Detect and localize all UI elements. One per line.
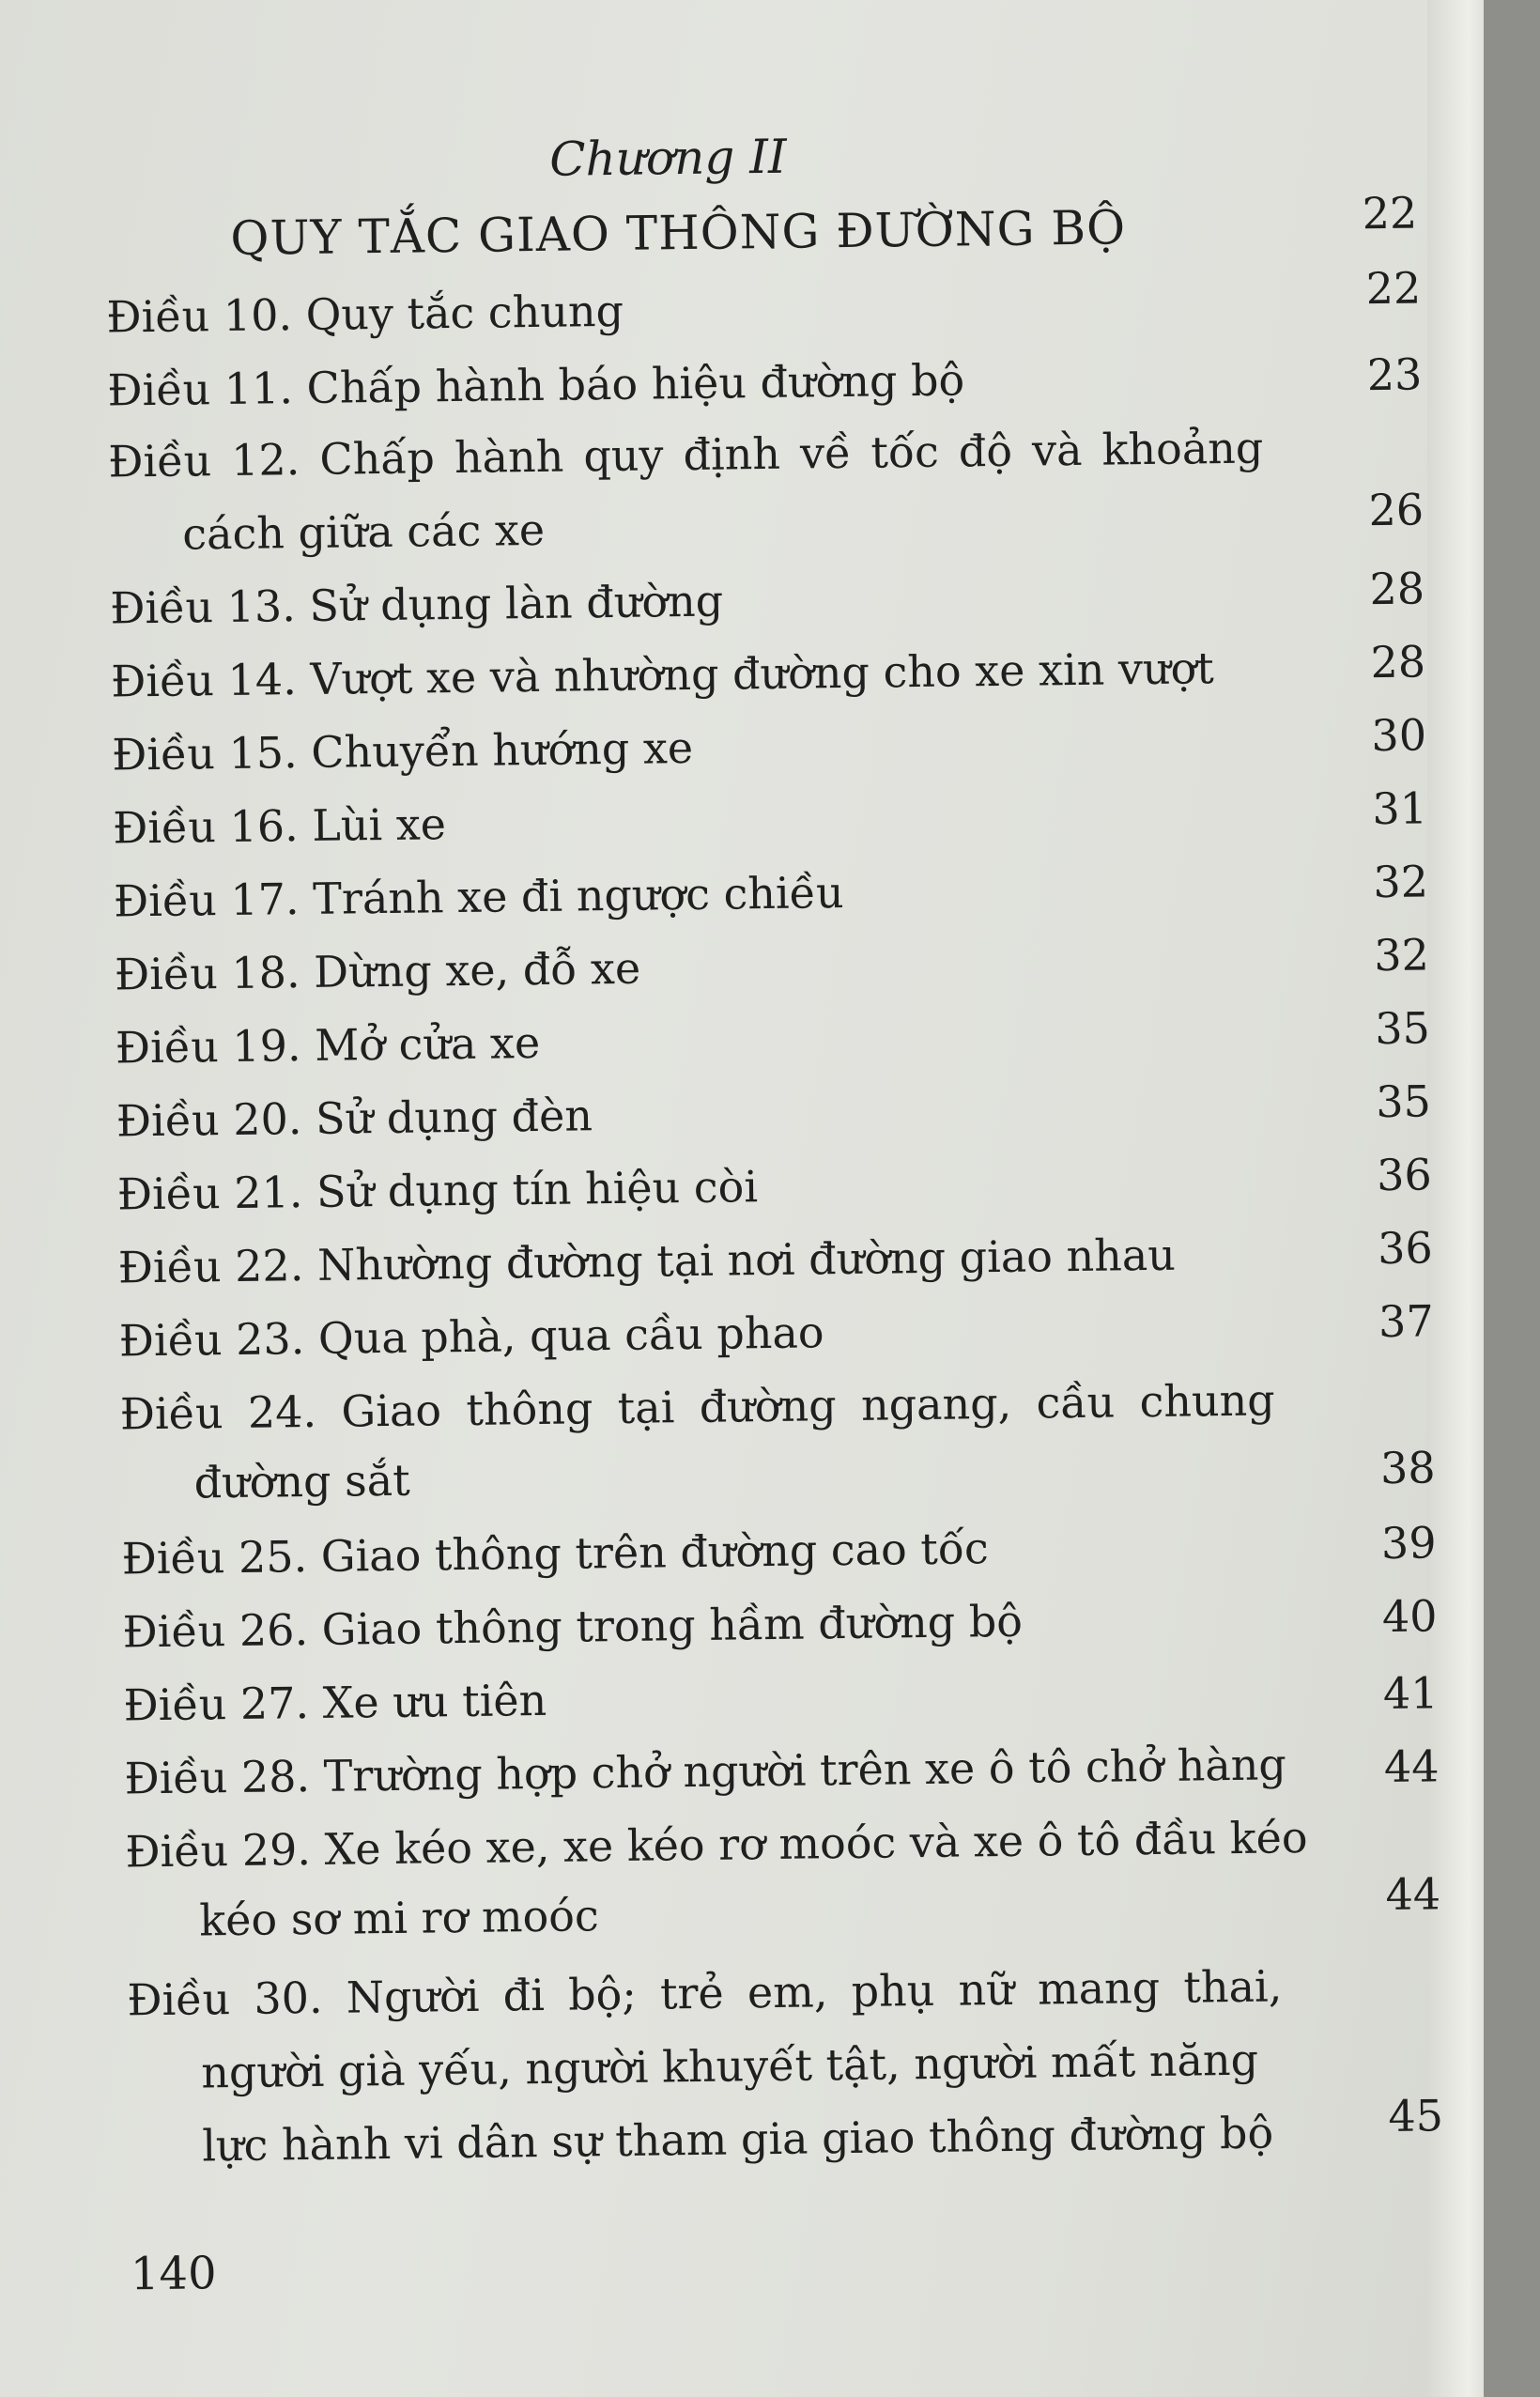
entry-title: Điều 14. Vượt xe và nhường đường cho xe xin vượt bbox=[110, 642, 1215, 707]
entry-page-number: 32 bbox=[1374, 929, 1430, 982]
entry-title: Điều 12. Chấp hành quy định về tốc độ và khoảng bbox=[108, 422, 1264, 487]
entry-page-number: 40 bbox=[1381, 1590, 1438, 1643]
entry-page-number: 38 bbox=[1379, 1442, 1436, 1494]
entry-page-number: 41 bbox=[1382, 1667, 1439, 1720]
entry-page-number: 44 bbox=[1385, 1868, 1441, 1921]
entry-page-number: 23 bbox=[1366, 348, 1423, 401]
entry-page-number: 36 bbox=[1376, 1149, 1433, 1201]
entry-page-number: 45 bbox=[1388, 2090, 1444, 2142]
entry-page-number: 36 bbox=[1377, 1222, 1434, 1275]
entry-title-continuation: người già yếu, người khuyết tật, người mất năng bbox=[200, 2034, 1259, 2098]
entry-title: Điều 18. Dừng xe, đỗ xe bbox=[114, 942, 641, 1000]
chapter-page-number: 22 bbox=[1362, 187, 1418, 240]
entry-title: Điều 16. Lùi xe bbox=[112, 798, 447, 854]
entry-page-number: 37 bbox=[1378, 1295, 1434, 1348]
entry-page-number: 28 bbox=[1369, 563, 1425, 615]
entry-page-number: 35 bbox=[1375, 1075, 1432, 1128]
page-folio-number: 140 bbox=[130, 2247, 217, 2301]
entry-page-number: 22 bbox=[1365, 262, 1422, 315]
entry-page-number: 30 bbox=[1371, 709, 1427, 762]
entry-title: Điều 22. Nhường đường tại nơi đường giao nhau bbox=[117, 1229, 1177, 1293]
entry-title: Điều 23. Qua phà, qua cầu phao bbox=[118, 1307, 824, 1367]
entry-page-number: 35 bbox=[1374, 1002, 1431, 1055]
toc-entry bbox=[125, 1810, 1441, 1967]
entry-title: Điều 30. Người đi bộ; trẻ em, phụ nữ mang thai, bbox=[127, 1960, 1283, 2026]
entry-title: Điều 17. Tránh xe đi ngược chiều bbox=[113, 867, 844, 927]
entry-page-number: 28 bbox=[1370, 636, 1426, 688]
entry-title: Điều 27. Xe ưu tiên bbox=[123, 1674, 547, 1731]
toc-entry bbox=[108, 420, 1424, 577]
chapter-label: Chương II bbox=[548, 129, 787, 187]
entry-title: Điều 21. Sử dụng tín hiệu còi bbox=[116, 1161, 759, 1220]
entry-title: Điều 29. Xe kéo xe, xe kéo rơ moóc và xe ô tô đầu kéo bbox=[125, 1812, 1308, 1878]
entry-page-number: 26 bbox=[1368, 484, 1424, 536]
entry-page-number: 44 bbox=[1383, 1740, 1440, 1793]
entry-title: Điều 10. Quy tắc chung bbox=[106, 285, 624, 343]
entry-title: Điều 28. Trường hợp chở người trên xe ô tô chở hàng bbox=[124, 1739, 1287, 1804]
entry-title: Điều 13. Sử dụng làn đường bbox=[109, 575, 724, 634]
entry-title: Điều 25. Giao thông trên đường cao tốc bbox=[121, 1523, 990, 1585]
entry-page-number: 39 bbox=[1380, 1517, 1437, 1570]
entry-title: Điều 24. Giao thông tại đường ngang, cầu chung bbox=[119, 1374, 1275, 1440]
entry-title: Điều 20. Sử dụng đèn bbox=[116, 1090, 593, 1147]
entry-title-continuation: cách giữa các xe bbox=[181, 503, 546, 560]
entry-title: Điều 15. Chuyển hướng xe bbox=[111, 721, 694, 781]
entry-title-continuation: đường sắt bbox=[193, 1454, 410, 1508]
chapter-title: QUY TẮC GIAO THÔNG ĐƯỜNG BỘ bbox=[230, 200, 1127, 266]
entry-page-number: 32 bbox=[1373, 856, 1429, 908]
entry-title-continuation: kéo sơ mi rơ moóc bbox=[199, 1890, 600, 1946]
toc-entry bbox=[119, 1372, 1436, 1529]
toc-entry bbox=[127, 1958, 1444, 2200]
entry-title: Điều 11. Chấp hành báo hiệu đường bộ bbox=[107, 354, 965, 416]
entry-title-continuation: lực hành vi dân sự tham gia giao thông đường bộ bbox=[201, 2107, 1274, 2172]
entry-title: Điều 19. Mở cửa xe bbox=[115, 1016, 541, 1074]
entry-title: Điều 26. Giao thông trong hầm đường bộ bbox=[122, 1595, 1024, 1658]
entry-page-number: 31 bbox=[1372, 782, 1428, 835]
